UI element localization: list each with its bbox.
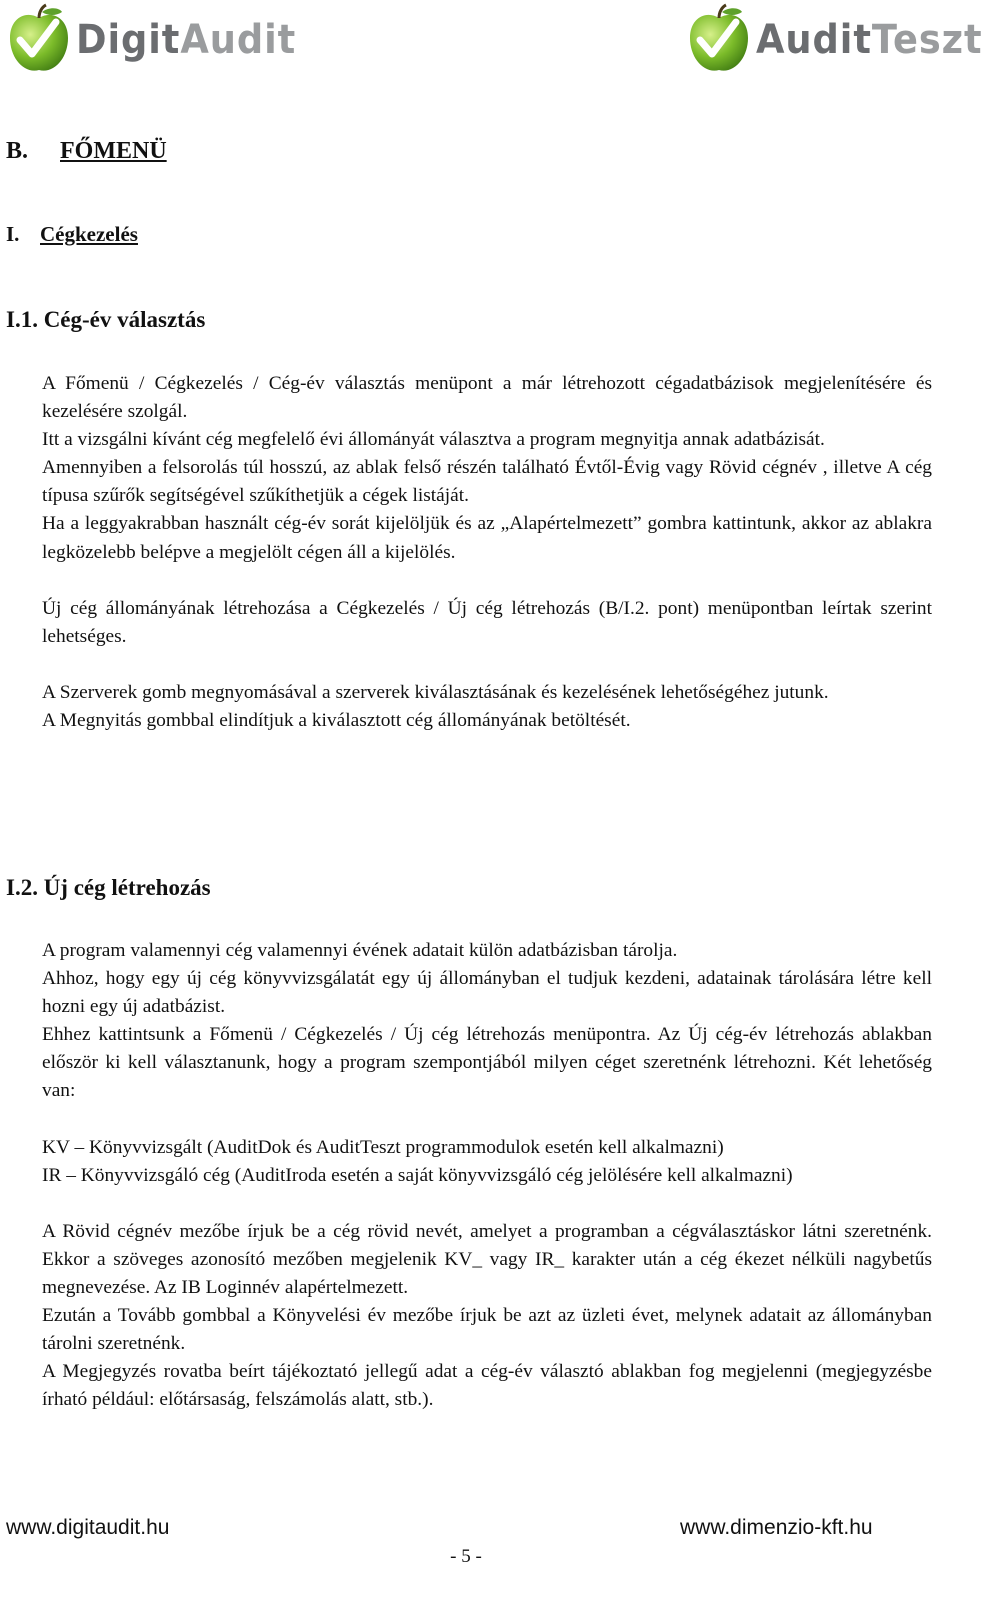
- paragraph-gap: [42, 1190, 932, 1218]
- subsection-heading-1: I.1. Cég-év választás: [6, 307, 206, 332]
- chapter-number: B.: [6, 138, 29, 164]
- paragraph: A Rövid cégnév mezőbe írjuk be a cég rövid nevét, amelyet a programban a cégválasztáskor látni szeretnénk. Ekkor a szöveges azonosító mezőben megjelenik KV_ vagy IR_ karakter után a cég ékezet nélküli nagybetűs megnevezése. Az IB Loginnév alapértelmezett.: [42, 1220, 932, 1298]
- paragraph: Ha a leggyakrabban használt cég-év sorát kijelöljük és az „Alapértelmezett” gombra kattintunk, akkor az ablakra legközelebb belépve a megjelölt cégen áll a kijelölés.: [42, 513, 932, 563]
- paragraph: A Megnyitás gombbal elindítjuk a kiválasztott cég állományának betöltését.: [42, 709, 631, 731]
- paragraph: Amennyiben a felsorolás túl hosszú, az ablak felső részén található Évtől-Évig vagy Rövid cégnév , illetve A cég típusa szűrők segítségével szűkíthetjük a cégek listáját.: [42, 457, 932, 507]
- auditteszt-logo-text: AuditTeszt: [756, 17, 983, 63]
- paragraph: Ahhoz, hogy egy új cég könyvvizsgálatát egy új állományban el tudjuk kezdeni, adatainak tárolására létre kell hozni egy új adatbázist.: [42, 968, 932, 1018]
- page-number: - 5 -: [450, 1546, 482, 1567]
- paragraph-gap: [42, 1106, 932, 1134]
- digitaudit-logo: [6, 4, 315, 76]
- list-item: IR – Könyvvizsgáló cég (AuditIroda esetén a saját könyvvizsgáló cég jelölésére kell alkalmazni): [42, 1164, 793, 1186]
- apple-check-icon: [686, 4, 752, 76]
- subsection-2-body: [42, 937, 932, 1414]
- chapter-title: FŐMENÜ: [60, 138, 167, 164]
- paragraph-gap: [42, 651, 932, 679]
- paragraph: A Szerverek gomb megnyomásával a szerverek kiválasztásának és kezelésének lehetőségéhez jutunk.: [42, 681, 829, 703]
- footer-link-digitaudit[interactable]: www.digitaudit.hu: [6, 1516, 170, 1539]
- section-number: I.: [6, 222, 20, 246]
- section-title: Cégkezelés: [40, 222, 138, 246]
- digitaudit-logo-text: DigitAudit: [76, 17, 297, 63]
- chapter-heading: [6, 138, 167, 165]
- list-item: KV – Könyvvizsgált (AuditDok és AuditTeszt programmodulok esetén kell alkalmazni): [42, 1136, 724, 1158]
- paragraph: Új cég állományának létrehozása a Cégkezelés / Új cég létrehozás (B/I.2. pont) menüpontban leírtak szerint lehetséges.: [42, 597, 932, 647]
- paragraph-gap: [42, 567, 932, 595]
- subsection-1-body: [42, 370, 932, 735]
- footer-link-dimenzio[interactable]: www.dimenzio-kft.hu: [680, 1516, 873, 1539]
- paragraph: Ezután a Tovább gombbal a Könyvelési év mezőbe írjuk be azt az üzleti évet, melynek adatait az állományban tárolni szeretnénk.: [42, 1305, 932, 1355]
- apple-check-icon: [6, 4, 72, 76]
- paragraph: A program valamennyi cég valamennyi évének adatait külön adatbázisban tárolja.: [42, 940, 678, 961]
- paragraph: Itt a vizsgálni kívánt cég megfelelő évi állományát választva a program megnyitja annak adatbázisát.: [42, 429, 825, 451]
- paragraph: Ehhez kattintsunk a Főmenü / Cégkezelés / Új cég létrehozás menüpontra. Az Új cég-év létrehozás ablakban először ki kell választanunk, hogy a program szempontjából milyen céget szeretnénk létrehozni. Két lehetőség van:: [42, 1024, 932, 1102]
- subsection-heading-2: I.2. Új cég létrehozás: [6, 875, 211, 900]
- section-heading: [6, 222, 138, 247]
- auditteszt-logo: [686, 4, 1002, 76]
- paragraph: A Megjegyzés rovatba beírt tájékoztató jellegű adat a cég-év választó ablakban fog megjelenni (megjegyzésbe írható például: előtársaság, felszámolás alatt, stb.).: [42, 1361, 932, 1411]
- paragraph: A Főmenü / Cégkezelés / Cég-év választás menüpont a már létrehozott cégadatbázisok megjelenítésére és kezelésére szolgál.: [42, 373, 932, 423]
